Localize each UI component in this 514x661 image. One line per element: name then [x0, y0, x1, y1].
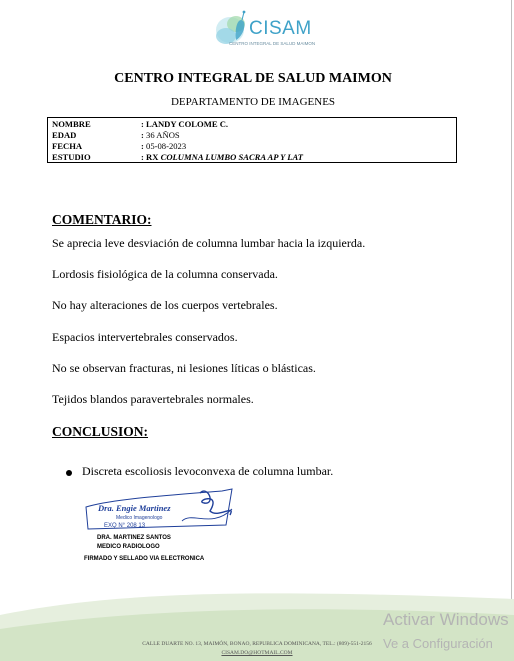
bullet-icon [66, 470, 72, 476]
stamp-role: Medico Imagenologo [116, 515, 163, 521]
age-label: EDAD [52, 130, 77, 140]
logo-tagline: CENTRO INTEGRAL DE SALUD MAIMON [229, 41, 316, 46]
study-label: ESTUDIO [52, 152, 91, 162]
name-label: NOMBRE [52, 119, 91, 129]
name-value: LANDY COLOME C. [146, 119, 229, 129]
conclusion-heading: CONCLUSION: [52, 424, 149, 439]
age-value: 36 AÑOS [146, 130, 180, 140]
patient-info-box [47, 117, 457, 163]
comentario-line: No hay alteraciones de los cuerpos vertebrales. [52, 298, 278, 312]
activation-watermark-subtitle: Ve a Configuración [383, 636, 493, 651]
department-label: DEPARTAMENTO DE IMAGENES [170, 96, 336, 108]
study-prefix: RX [146, 152, 159, 162]
name-sep: : [141, 119, 144, 129]
signed-electronically-note: FIRMADO Y SELLADO VIA ELECTRONICA [84, 556, 205, 562]
document-title: CENTRO INTEGRAL DE SALUD MAIMON [114, 71, 392, 86]
stamp-name: Dra. Engie Martinez [98, 503, 171, 513]
signature-stamp [82, 485, 242, 533]
date-sep: : [141, 141, 144, 151]
date-label: FECHA [52, 141, 83, 151]
doctor-title: MEDICO RADIOLOGO [97, 544, 160, 550]
logo-brand: CISAM [249, 18, 312, 39]
comentario-line: Tejidos blandos paravertebrales normales. [52, 392, 254, 406]
activation-watermark-title: Activar Windows [383, 610, 509, 629]
age-sep: : [141, 130, 144, 140]
patient-row-date [52, 141, 186, 151]
comentario-line: Lordosis fisiológica de la columna conservada. [52, 267, 278, 281]
patient-row-name [52, 119, 228, 129]
stamp-exeq: EXQ N° 208 13 [104, 523, 146, 529]
page-edge [511, 0, 512, 661]
comentario-line: No se observan fracturas, ni lesiones líticas o blásticas. [52, 361, 316, 375]
comentario-line: Espacios intervertebrales conservados. [52, 330, 238, 344]
footer-address: CALLE DUARTE NO. 13, MAIMÓN, BONAO, REPUBLICA DOMINICANA, TEL.: (809)-551-2156 [142, 641, 372, 647]
patient-row-age [52, 130, 180, 140]
study-sep: : [141, 152, 144, 162]
doctor-name: DRA. MARTINEZ SANTOS [97, 535, 171, 541]
date-value: 05-08-2023 [146, 141, 187, 151]
conclusion-item: Discreta escoliosis levoconvexa de columna lumbar. [82, 464, 334, 478]
study-value: COLUMNA LUMBO SACRA AP Y LAT [160, 152, 303, 162]
footer-email[interactable]: CISAM.DO@HOTMAIL.COM [221, 650, 293, 656]
comentario-heading: COMENTARIO: [52, 212, 152, 227]
patient-row-study [52, 152, 303, 162]
comentario-line: Se aprecia leve desviación de columna lumbar hacia la izquierda. [52, 236, 366, 250]
